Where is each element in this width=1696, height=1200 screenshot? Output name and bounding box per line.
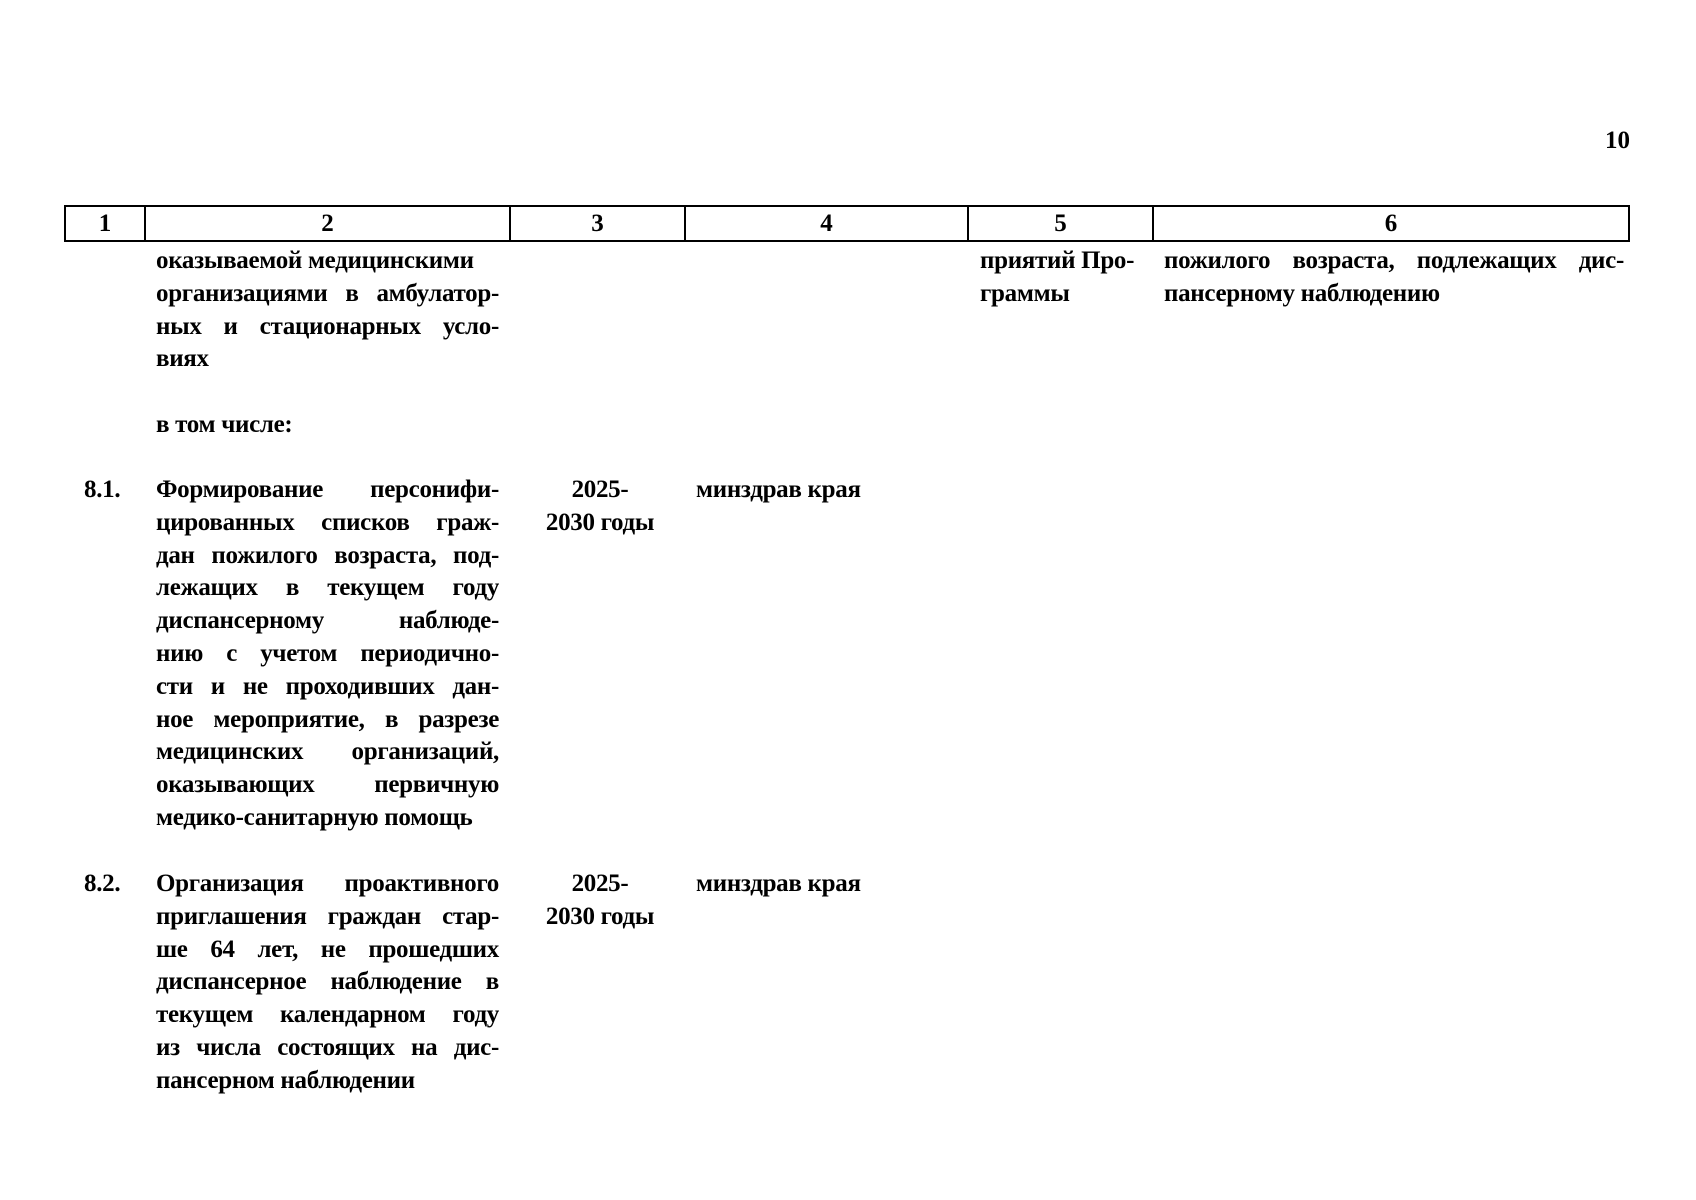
column-header-3: 3 [511, 207, 686, 240]
text-line: виях [156, 345, 209, 373]
text-line: приятий Про- [980, 247, 1135, 274]
text-line: цированных списков граж- [156, 508, 499, 536]
text-line: текущем календарном году [156, 1001, 499, 1029]
row-number-8-2: 8.2. [84, 870, 121, 897]
text-line: диспансерное наблюдение в [156, 968, 499, 996]
text-line: 2025- [571, 870, 629, 897]
text-line: ных и стационарных усло- [156, 312, 499, 340]
column-header-6: 6 [1384, 209, 1398, 237]
text-line: пожилого возраста, подлежащих дис- [1164, 247, 1624, 274]
row-8-1-description [156, 474, 499, 835]
text-line: приглашения граждан стар- [156, 902, 499, 930]
row-8-2-responsible: минздрав края [696, 870, 861, 897]
continuation-description [156, 245, 499, 376]
text-line: оказываемой медицинскими [156, 247, 474, 274]
text-line: 2030 годы [545, 902, 655, 930]
row-number-8-1: 8.1. [84, 476, 121, 503]
text-line: из числа состоящих на дис- [156, 1033, 499, 1061]
subheading-in-that-number: в том числе: [156, 411, 293, 438]
text-line: медицинских организаций, [156, 738, 499, 766]
text-line: организациями в амбулатор- [156, 279, 499, 307]
text-line: диспансерному наблюде- [156, 607, 499, 635]
text-line: ше 64 лет, не прошедших [156, 935, 499, 963]
text-line: дан пожилого возраста, под- [156, 541, 499, 569]
row-8-2-period [530, 868, 670, 934]
text-line: 2025- [571, 476, 629, 503]
text-line: 2030 годы [545, 508, 655, 536]
text-line: ное мероприятие, в разрезе [156, 705, 499, 733]
page-number: 10 [1605, 127, 1630, 154]
text-line: Формирование персонифи- [156, 476, 499, 503]
column-header-1: 1 [66, 207, 146, 240]
text-line: пансерному наблюдению [1164, 279, 1440, 307]
column-header-5: 5 [969, 207, 1154, 240]
continuation-col5 [980, 245, 1150, 311]
continuation-col6 [1164, 245, 1624, 311]
text-line: сти и не проходивших дан- [156, 672, 499, 700]
row-8-2-description [156, 868, 499, 1098]
row-8-1-responsible: минздрав края [696, 476, 861, 503]
row-8-1-period [530, 474, 670, 540]
text-line: Организация проактивного [156, 870, 499, 897]
table-header-row [64, 205, 1630, 242]
text-line: лежащих в текущем году [156, 574, 499, 602]
text-line: оказывающих первичную [156, 771, 499, 799]
text-line: медико-санитарную помощь [156, 803, 473, 831]
text-line: пансерном наблюдении [156, 1066, 415, 1094]
column-header-4: 4 [686, 207, 969, 240]
column-header-2: 2 [146, 207, 511, 240]
text-line: граммы [980, 279, 1070, 307]
text-line: нию с учетом периодично- [156, 639, 499, 667]
